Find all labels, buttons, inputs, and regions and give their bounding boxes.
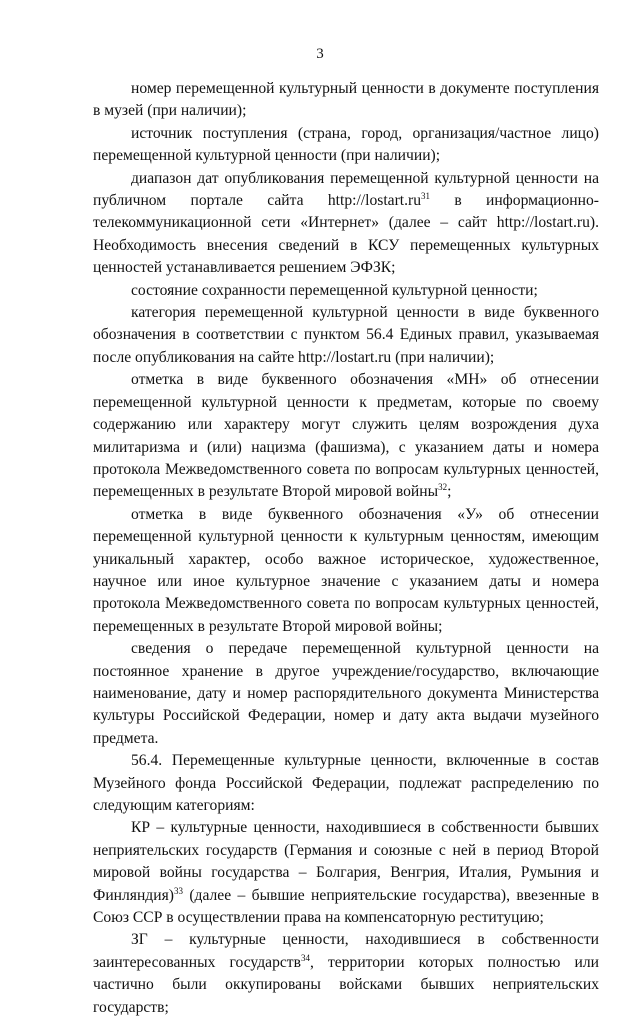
- paragraph-transfer-info: сведения о передаче перемещенной культурной ценности на постоянное хранение в другое учреждение/государство, включающие наименование, дату и номер распорядительного документа Министерства культуры Российской Федерации, номер и дату акта выдачи музейного предмета.: [93, 640, 599, 747]
- document-body: [93, 78, 599, 1019]
- paragraph-condition: состояние сохранности перемещенной культурной ценности;: [131, 281, 538, 299]
- paragraph-source: источник поступления (страна, город, организация/частное лицо) перемещенной культурной ценности (при наличии);: [93, 124, 599, 165]
- paragraph-museum-number: номер перемещенной культурный ценности в документе поступления в музей (при наличии);: [93, 80, 599, 120]
- page-number: 3: [316, 46, 324, 62]
- paragraph-publication-dates: диапазон дат опубликования перемещенной культурной ценности на публичном портале сайта $http://lostart.ru^{31}$ в информационно-телекоммуникационной сети «Интернет» (далее – сайт http://lostart.ru). Необходимость внесения сведений в КСУ перемещенных культурных ценностей устанавливается решением ЭФЗК;: [93, 169, 599, 277]
- footnote-ref-32: 32: [438, 482, 448, 493]
- paragraph-category-zg: ЗГ – культурные ценности, находившиеся в собственности заинтересованных государств$^{34}$, территории которых полностью или частично были оккупированы войсками бывших неприятельских государств;: [93, 931, 599, 1016]
- paragraph-category: категория перемещенной культурной ценности в виде буквенного обозначения в соответствии с пунктом 56.4 Единых правил, указываемая после опубликования на сайте http://lostart.ru (при наличии);: [93, 304, 599, 366]
- paragraph-mark-u: отметка в виде буквенного обозначения «У» об отнесении перемещенной культурной ценности к культурным ценностям, имеющим уникальный характер, особо важное историческое, художественное, научное или иное культурное значение с указанием даты и номера протокола Межведомственного совета по вопросам культурных ценностей, перемещенных в результате Второй мировой войны;: [93, 505, 599, 635]
- footnote-ref-33: 33: [173, 885, 183, 896]
- paragraph-mark-mn: отметка в виде буквенного обозначения «МН» об отнесении перемещенной культурной ценности к предметам, которые по своему содержанию или характеру могут служить целям возрождения духа милитаризма и (или) нацизма (фашизма), с указанием даты и номера протокола Межведомственного совета по вопросам культурных ценностей, перемещенных в результате Второй мировой войны$^{32}$;: [93, 371, 599, 501]
- paragraph-section-56-4: 56.4. Перемещенные культурные ценности, включенные в состав Музейного фонда Российской Федерации, подлежат распределению по следующим категориям:: [93, 752, 599, 814]
- footnote-ref-34: 34: [300, 952, 310, 963]
- paragraph-category-kr: КР – культурные ценности, находившиеся в собственности бывших неприятельских государств (Германия и союзные с ней в период Второй мировой войны государства – Болгария, Венгрия, Италия, Румыния и Финляндия)$^{33}$ (далее – бывшие неприятельские государства), ввезенные в Союз ССР в осуществлении права на компенсаторную реституцию;: [93, 819, 599, 927]
- footnote-ref-31: 31: [421, 190, 431, 201]
